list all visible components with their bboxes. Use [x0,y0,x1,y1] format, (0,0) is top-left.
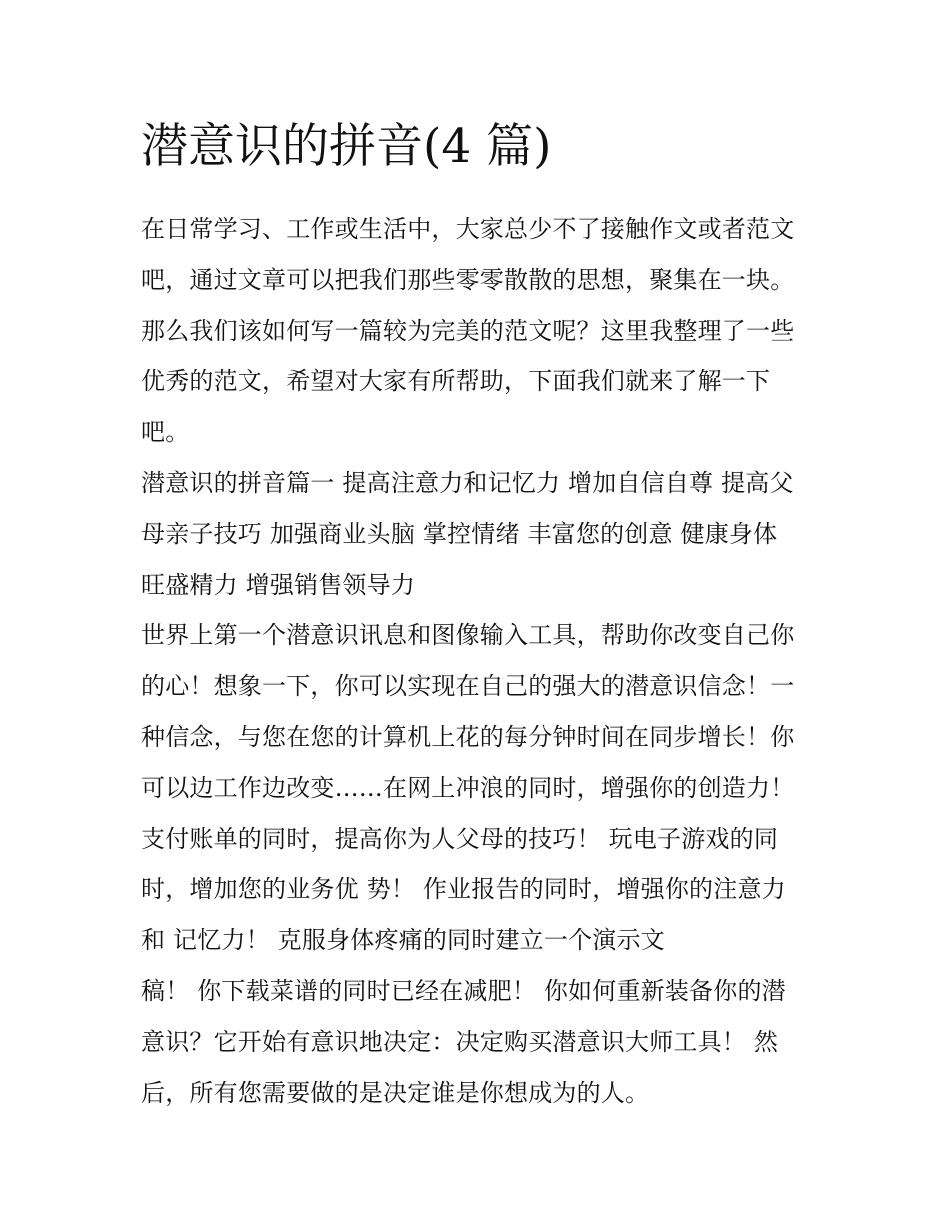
text-line: 世界上第一个潜意识讯息和图像输入工具，帮助你改变自己你 [141,621,795,650]
text-line: 可以边工作边改变……在网上冲浪的同时，增强你的创造力！ [141,773,795,802]
text-line: 支付账单的同时，提高你为人父母的技巧！ 玩电子游戏的同 [141,824,779,853]
text-line: 的心！想象一下，你可以实现在自己的强大的潜意识信念！一 [141,672,795,701]
text-line: 种信念，与您在您的计算机上花的每分钟时间在同步增长！你 [141,722,795,751]
document-body [141,204,821,1118]
text-line: 旺盛精力 增强销售领导力 [141,570,416,599]
text-line: 意识？它开始有意识地决定：决定购买潜意识大师工具！ 然 [141,1027,779,1056]
text-line: 优秀的范文，希望对大家有所帮助，下面我们就来了解一下 [141,367,771,396]
text-line: 稿！ 你下载菜谱的同时已经在减肥！ 你如何重新装备你的潜 [141,976,786,1005]
document-title: 潜意识的拼音(4 篇) [141,119,552,174]
text-line: 母亲子技巧 加强商业头脑 掌控情绪 丰富您的创意 健康身体 [141,519,778,548]
text-line: 和 记忆力！ 克服身体疼痛的同时建立一个演示文 [141,926,665,955]
text-line: 潜意识的拼音篇一 提高注意力和记忆力 增加自信自尊 提高父 [141,468,794,497]
text-line: 那么我们该如何写一篇较为完美的范文呢？这里我整理了一些 [141,316,795,345]
document-page [141,112,821,1118]
text-line: 时，增加您的业务优 势！ 作业报告的同时，增强你的注意力 [141,875,786,904]
text-line: 后，所有您需要做的是决定谁是你想成为的人。 [141,1078,650,1107]
text-line: 在日常学习、工作或生活中，大家总少不了接触作文或者范文 [141,215,795,243]
text-line: 吧。 [141,418,190,447]
text-line: 吧，通过文章可以把我们那些零零散散的思想，聚集在一块。 [141,265,795,294]
